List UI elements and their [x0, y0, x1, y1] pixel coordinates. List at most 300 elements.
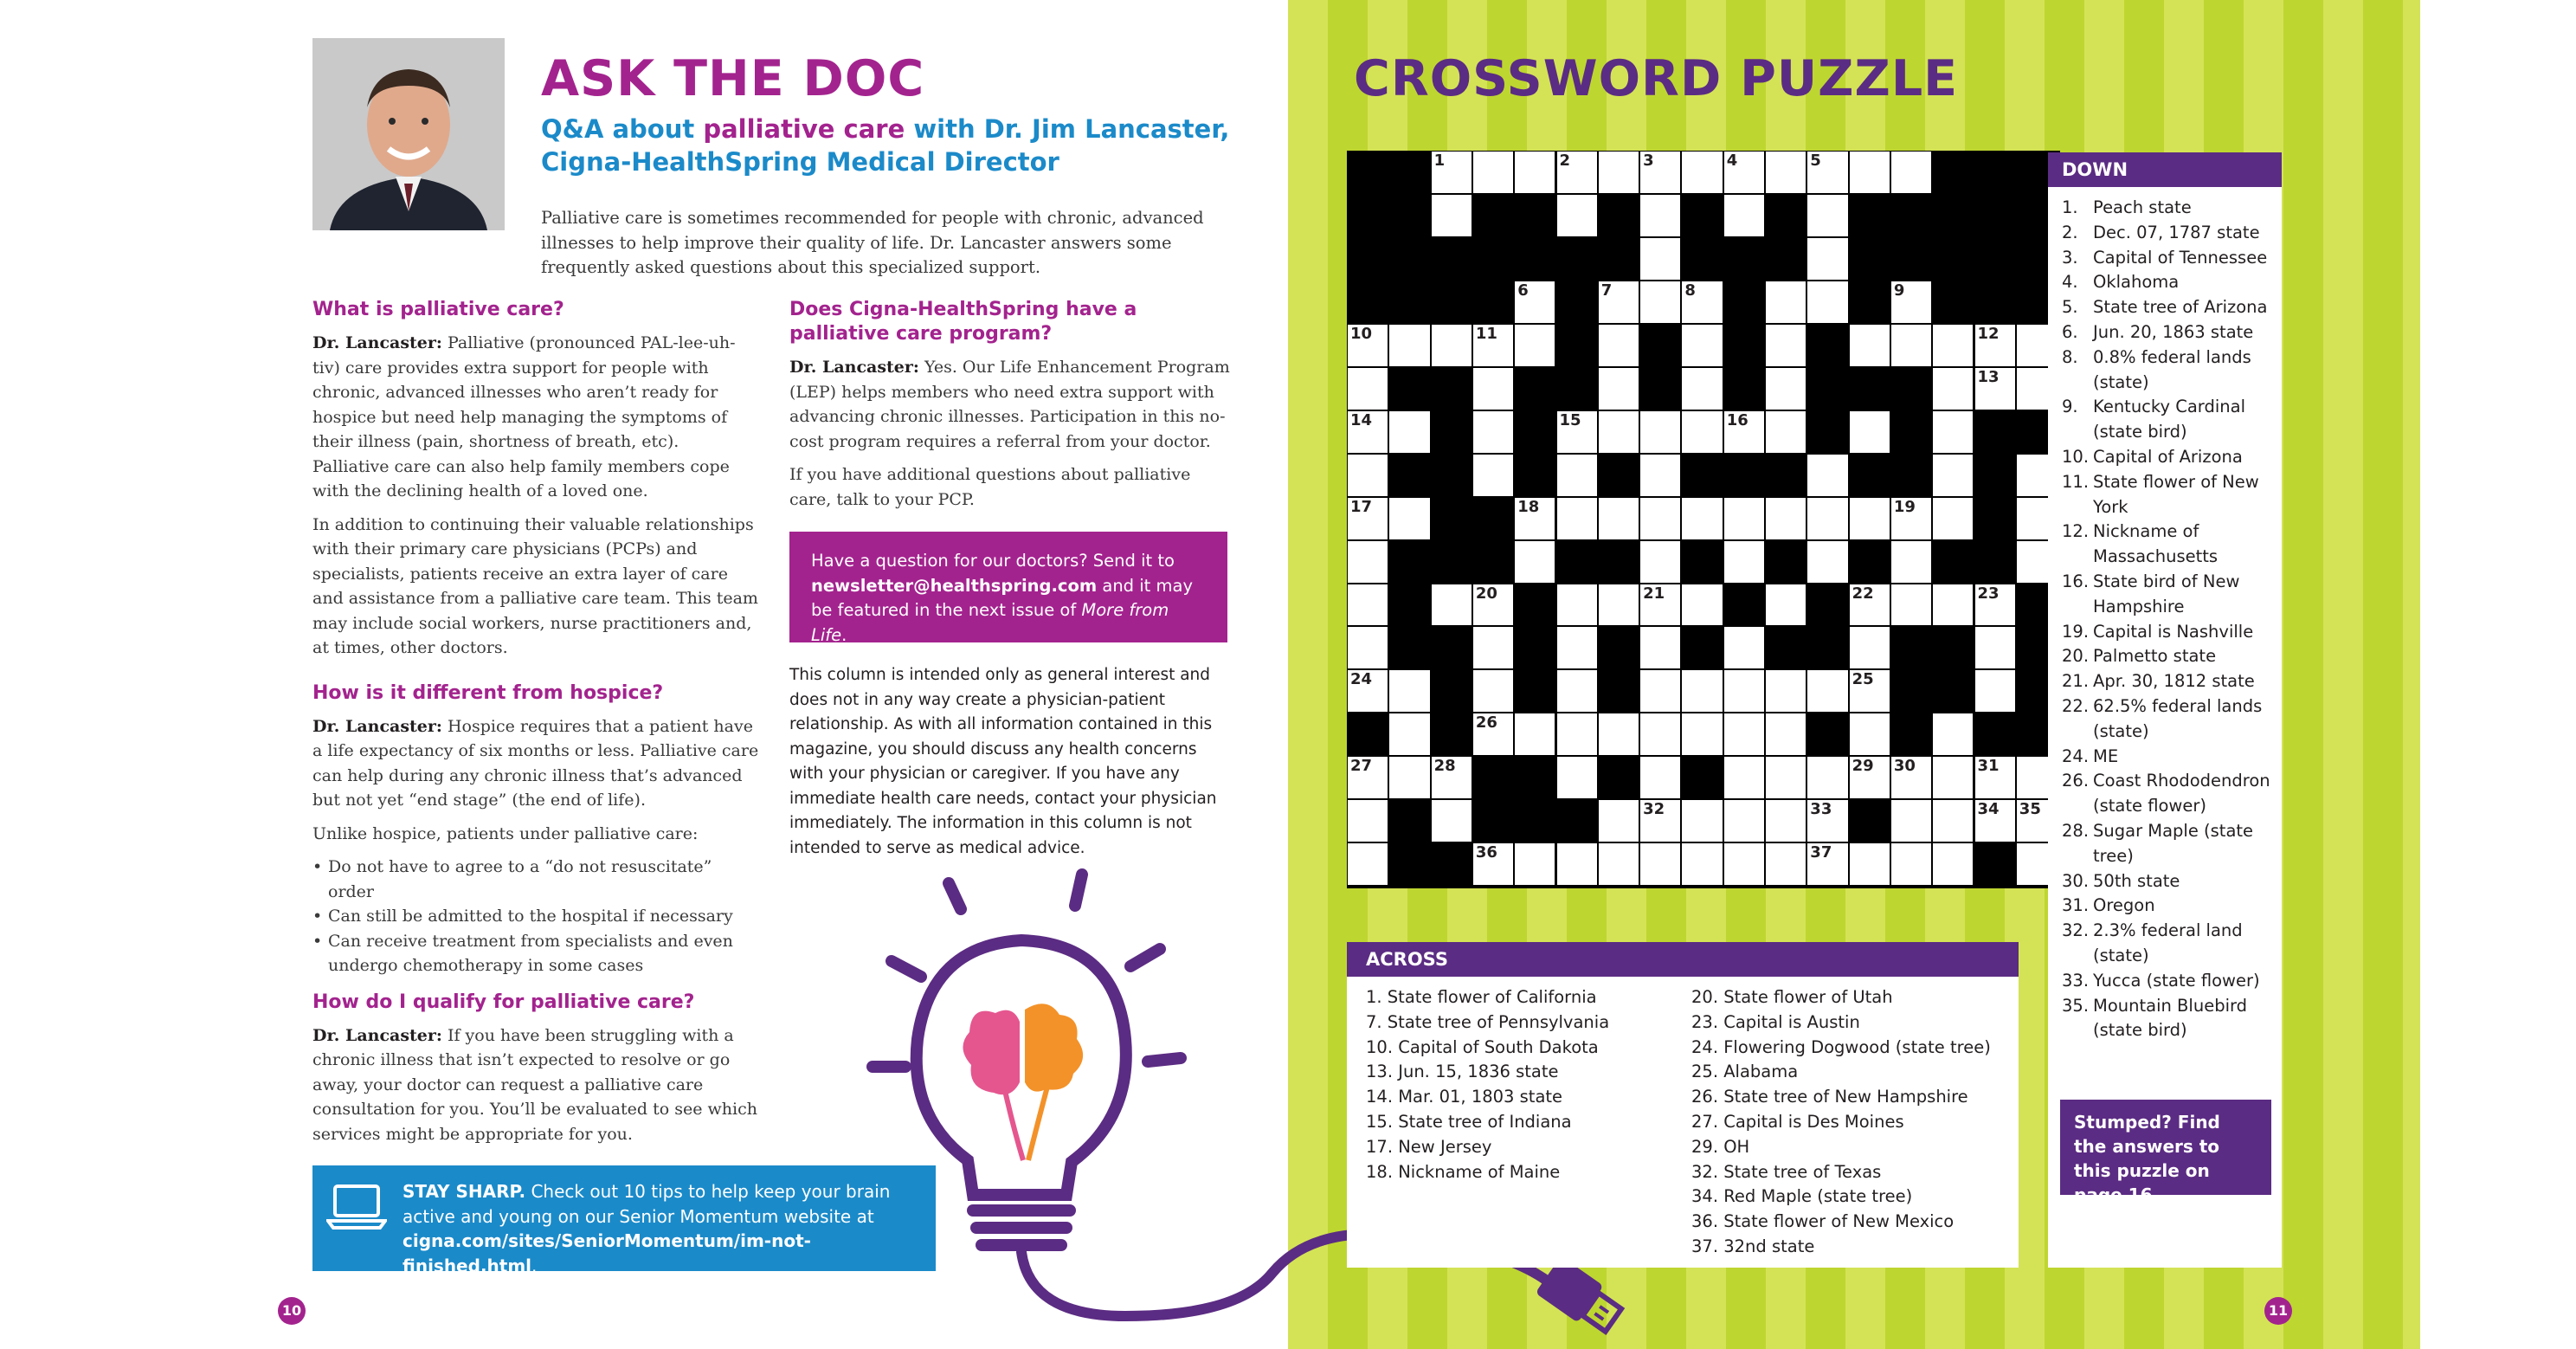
across-clue: 17. New Jersey [1366, 1136, 1492, 1157]
question-heading: What is palliative care? [312, 299, 564, 320]
crossword-cell[interactable] [1557, 627, 1597, 668]
crossword-cell[interactable] [1432, 195, 1472, 236]
crossword-cell[interactable] [1807, 843, 1847, 885]
crossword-cell[interactable] [1348, 757, 1388, 798]
crossword-cell[interactable] [1724, 843, 1764, 885]
crossword-cell[interactable] [1682, 584, 1722, 626]
crossword-cell[interactable] [1766, 152, 1806, 193]
cell-number: 9 [1893, 281, 1905, 300]
crossword-cell[interactable] [1515, 541, 1555, 583]
clue-number: 19. [2062, 621, 2090, 642]
crossword-cell[interactable] [1682, 843, 1722, 885]
down-clue [2062, 470, 2282, 520]
across-clue: 18. Nickname of Maine [1366, 1161, 1561, 1182]
page-number: 11 [2264, 1297, 2292, 1325]
crossword-cell[interactable] [1766, 368, 1806, 410]
crossword-cell[interactable] [1557, 757, 1597, 798]
clue-text: State bird of New Hampshire [2093, 571, 2240, 616]
crossword-cell[interactable] [1682, 152, 1722, 193]
crossword-cell[interactable] [1891, 498, 1931, 539]
down-clue [2062, 320, 2282, 345]
cell-number: 32 [1643, 800, 1665, 819]
clue-number: 3. [2062, 247, 2078, 268]
crossword-cell[interactable] [1682, 670, 1722, 712]
clue-text: Jun. 20, 1863 state [2093, 321, 2254, 342]
crossword-cell[interactable] [1473, 411, 1513, 453]
across-clue: 20. State flower of Utah [1691, 987, 1893, 1007]
crossword-cell[interactable] [1807, 541, 1847, 583]
cell-number: 35 [2019, 800, 2041, 819]
stay-sharp-banner [312, 1165, 936, 1276]
crossword-cell[interactable] [1807, 238, 1847, 280]
crossword-cell[interactable] [1766, 843, 1806, 885]
question-callout-box [789, 532, 1227, 645]
clue-text: 62.5% federal lands (state) [2093, 695, 2263, 741]
subtitle-part-2: with Dr. Jim Lancaster, Cigna-HealthSpring Medical Director [541, 114, 1230, 177]
crossword-cell[interactable] [1599, 152, 1639, 193]
crossword-cell[interactable] [1766, 670, 1806, 712]
cell-number: 7 [1600, 281, 1613, 300]
clue-text: Yucca (state flower) [2093, 970, 2260, 991]
crossword-cell[interactable] [1389, 411, 1429, 453]
crossword-cell[interactable] [1557, 670, 1597, 712]
down-heading: DOWN [2048, 152, 2282, 187]
crossword-cell[interactable] [1807, 757, 1847, 798]
down-clue [2062, 246, 2282, 271]
crossword-cell[interactable] [1933, 757, 1973, 798]
crossword-cell[interactable] [1640, 627, 1680, 668]
crossword-cell[interactable] [1766, 498, 1806, 539]
crossword-cell[interactable] [1473, 843, 1513, 885]
down-clue [2062, 445, 2282, 470]
down-clue [2062, 669, 2282, 694]
crossword-cell[interactable] [1850, 713, 1890, 755]
crossword-cell[interactable] [1975, 627, 2015, 668]
crossword-cell[interactable] [1682, 498, 1722, 539]
right-page [1288, 0, 2576, 1349]
crossword-cell[interactable] [1933, 843, 1973, 885]
cell-number: 22 [1852, 584, 1874, 603]
crossword-cell[interactable] [1557, 713, 1597, 755]
crossword-cell[interactable] [1473, 584, 1513, 626]
crossword-cell[interactable] [1640, 670, 1680, 712]
clue-number: 22. [2062, 695, 2090, 716]
crossword-cell[interactable] [1348, 800, 1388, 842]
senior-momentum-link[interactable]: cigna.com/sites/SeniorMomentum/im-not-finished.html [402, 1230, 811, 1276]
crossword-cell[interactable] [1975, 757, 2015, 798]
crossword-cell[interactable] [1850, 411, 1890, 453]
list-item: • Can receive treatment from specialists and even undergo chemotherapy in some cases [312, 929, 759, 978]
crossword-cell[interactable] [1850, 670, 1890, 712]
cell-number: 12 [1977, 324, 2000, 343]
crossword-cell[interactable] [1640, 195, 1680, 236]
clue-number: 35. [2062, 995, 2090, 1016]
crossword-cell[interactable] [1724, 670, 1764, 712]
crossword-cell[interactable] [1599, 281, 1639, 323]
clue-number: 33. [2062, 970, 2090, 991]
crossword-cell[interactable] [1389, 757, 1429, 798]
light-ray [1130, 949, 1160, 966]
cell-number: 30 [1893, 757, 1916, 776]
crossword-cell[interactable] [1682, 800, 1722, 842]
crossword-cell[interactable] [1724, 152, 1764, 193]
crossword-cell[interactable] [1975, 368, 2015, 410]
crossword-cell[interactable] [1348, 455, 1388, 496]
across-clue: 10. Capital of South Dakota [1366, 1036, 1599, 1057]
crossword-cell[interactable] [1724, 757, 1764, 798]
crossword-cell[interactable] [1640, 843, 1680, 885]
crossword-cell[interactable] [1515, 843, 1555, 885]
cell-number: 25 [1852, 670, 1874, 689]
clue-text: Capital is Nashville [2093, 621, 2254, 642]
cell-number: 5 [1810, 152, 1821, 170]
crossword-cell[interactable] [1599, 843, 1639, 885]
clue-text: State tree of Arizona [2093, 297, 2268, 318]
crossword-cell[interactable] [1389, 498, 1429, 539]
crossword-cell[interactable] [1348, 325, 1388, 366]
crossword-cell[interactable] [1348, 843, 1388, 885]
crossword-cell[interactable] [1599, 411, 1639, 453]
crossword-title: CROSSWORD PUZZLE [1354, 50, 1959, 107]
crossword-cell[interactable] [1640, 152, 1680, 193]
crossword-cell[interactable] [1724, 541, 1764, 583]
crossword-cell[interactable] [1724, 713, 1764, 755]
down-clue [2062, 819, 2282, 869]
crossword-cell[interactable] [1640, 281, 1680, 323]
down-clue [2062, 745, 2282, 770]
crossword-cell[interactable] [1891, 800, 1931, 842]
answer-paragraph: Unlike hospice, patients under palliative care: [312, 823, 699, 843]
crossword-cell[interactable] [1432, 152, 1472, 193]
crossword-cell[interactable] [1807, 152, 1847, 193]
crossword-cell[interactable] [1766, 757, 1806, 798]
cell-number: 3 [1643, 152, 1654, 170]
crossword-cell[interactable] [1807, 455, 1847, 496]
clue-number: 26. [2062, 771, 2090, 791]
crossword-cell[interactable] [1348, 411, 1388, 453]
crossword-cell[interactable] [1599, 584, 1639, 626]
clue-number: 8. [2062, 346, 2078, 367]
crossword-cell[interactable] [1682, 713, 1722, 755]
crossword-cell[interactable] [1891, 757, 1931, 798]
crossword-cell[interactable] [1766, 281, 1806, 323]
clue-text: 0.8% federal lands (state) [2093, 346, 2251, 392]
down-clue [2062, 969, 2282, 994]
across-heading: ACROSS [1347, 942, 2019, 977]
crossword-cell[interactable] [1473, 455, 1513, 496]
crossword-cell[interactable] [1389, 670, 1429, 712]
callout-text: Have a question for our doctors? Send it to [811, 551, 1175, 571]
crossword-cell[interactable] [1432, 757, 1472, 798]
crossword-cell[interactable] [1389, 325, 1429, 366]
clue-number: 31. [2062, 895, 2090, 916]
crossword-cell[interactable] [1975, 800, 2015, 842]
clue-number: 1. [2062, 197, 2078, 217]
crossword-cell[interactable] [1389, 713, 1429, 755]
across-clue: 36. State flower of New Mexico [1691, 1211, 1955, 1232]
crossword-cell[interactable] [1807, 498, 1847, 539]
clue-text: Kentucky Cardinal (state bird) [2093, 397, 2245, 442]
crossword-cell[interactable] [1975, 670, 2015, 712]
crossword-cell[interactable] [1432, 584, 1472, 626]
speaker-label: Dr. Lancaster: [312, 716, 442, 736]
clue-number: 10. [2062, 446, 2090, 467]
light-ray [949, 883, 961, 909]
crossword-cell[interactable] [1640, 584, 1680, 626]
crossword-cell[interactable] [1473, 670, 1513, 712]
cell-number: 31 [1977, 757, 2000, 776]
clue-text: Mountain Bluebird (state bird) [2093, 995, 2248, 1041]
down-clue [2062, 221, 2282, 246]
crossword-cell[interactable] [1850, 843, 1890, 885]
crossword-cell[interactable] [1557, 411, 1597, 453]
crossword-cell[interactable] [1640, 498, 1680, 539]
answer-paragraph: In addition to continuing their valuable relationships with their primary care physicians (PCPs) and specialists, patients receive an extra layer of care and assistance from a palliative care team. This team may include social workers, nurse practitioners and, at times, other doctors. [312, 514, 758, 657]
crossword-cell[interactable] [1891, 584, 1931, 626]
answer-paragraph [312, 1023, 759, 1147]
cell-number: 19 [1893, 497, 1916, 516]
list-item: • Can still be admitted to the hospital if necessary [312, 904, 759, 929]
clue-text: Sugar Maple (state tree) [2093, 820, 2254, 866]
crossword-cell[interactable] [1348, 670, 1388, 712]
crossword-cell[interactable] [1640, 411, 1680, 453]
crossword-cell[interactable] [1891, 325, 1931, 366]
crossword-cell[interactable] [1640, 238, 1680, 280]
clue-text: State flower of New York [2093, 471, 2259, 517]
crossword-cell[interactable] [1515, 498, 1555, 539]
crossword-cell[interactable] [1473, 713, 1513, 755]
crossword-cell[interactable] [1933, 498, 1973, 539]
crossword-grid [1347, 151, 2060, 888]
crossword-cell[interactable] [1599, 325, 1639, 366]
clue-text: Coast Rhododendron (state flower) [2093, 771, 2270, 816]
crossword-cell[interactable] [1850, 325, 1890, 366]
crossword-cell[interactable] [1557, 455, 1597, 496]
cell-number: 15 [1559, 410, 1581, 429]
magazine-name: More from Life [811, 600, 1169, 645]
clue-number: 20. [2062, 646, 2090, 667]
clue-number: 30. [2062, 870, 2090, 891]
cell-number: 33 [1810, 800, 1832, 819]
speaker-label: Dr. Lancaster: [312, 1025, 442, 1045]
crossword-cell[interactable] [1724, 411, 1764, 453]
crossword-cell[interactable] [1933, 455, 1973, 496]
clue-text: Dec. 07, 1787 state [2093, 222, 2260, 242]
clue-text: ME [2093, 746, 2119, 766]
crossword-cell[interactable] [1515, 152, 1555, 193]
crossword-cell[interactable] [1557, 584, 1597, 626]
crossword-cell[interactable] [1807, 800, 1847, 842]
crossword-cell[interactable] [1557, 195, 1597, 236]
answer-paragraph [312, 714, 759, 813]
crossword-cell[interactable] [1850, 152, 1890, 193]
crossword-cell[interactable] [1766, 325, 1806, 366]
crossword-cell[interactable] [1599, 498, 1639, 539]
cell-number: 28 [1433, 757, 1456, 776]
crossword-cell[interactable] [1724, 498, 1764, 539]
across-clue: 34. Red Maple (state tree) [1691, 1186, 1913, 1207]
down-clue [2062, 295, 2282, 320]
crossword-cell[interactable] [1975, 584, 2015, 626]
down-clue [2062, 869, 2282, 894]
speaker-label: Dr. Lancaster: [312, 333, 442, 352]
crossword-cell[interactable] [1432, 800, 1472, 842]
across-clue: 7. State tree of Pennsylvania [1366, 1011, 1610, 1032]
doctor-portrait-image [312, 38, 505, 230]
clue-text: Peach state [2093, 197, 2192, 217]
answer-text: If you have been struggling with a chronic illness that isn’t expected to resolve or go away, your doctor can request a palliative care consultation for you. You’ll be evaluated to see which services might be appropriate for you. [312, 1025, 757, 1144]
stay-sharp-text: . [531, 1255, 538, 1276]
crossword-cell[interactable] [1599, 368, 1639, 410]
cell-number: 8 [1684, 281, 1696, 300]
crossword-cell[interactable] [1348, 627, 1388, 668]
qa-column-left [312, 298, 759, 1155]
across-clue: 15. State tree of Indiana [1366, 1111, 1572, 1132]
cell-number: 29 [1852, 757, 1874, 776]
cell-number: 17 [1350, 497, 1373, 516]
crossword-cell[interactable] [1557, 843, 1597, 885]
down-clue [2062, 769, 2282, 819]
light-ray [1075, 875, 1082, 906]
across-clue: 24. Flowering Dogwood (state tree) [1691, 1036, 1991, 1057]
down-clue [2062, 994, 2282, 1044]
crossword-cell[interactable] [1891, 152, 1931, 193]
across-clues-column-2 [1691, 985, 1991, 1260]
light-ray [892, 961, 921, 977]
down-clue [2062, 644, 2282, 669]
across-clue: 14. Mar. 01, 1803 state [1366, 1087, 1563, 1107]
down-clue [2062, 620, 2282, 645]
crossword-cell[interactable] [1850, 757, 1890, 798]
cell-number: 11 [1475, 324, 1497, 343]
crossword-cell[interactable] [1766, 584, 1806, 626]
crossword-cell[interactable] [1891, 281, 1931, 323]
down-clue [2062, 345, 2282, 396]
crossword-cell[interactable] [1975, 325, 2015, 366]
crossword-cell[interactable] [1348, 498, 1388, 539]
crossword-cell[interactable] [1557, 498, 1597, 539]
disclaimer-text: This column is intended only as general interest and does not in any way create a physician-patient relationship. As with all information contained in this magazine, you should discuss any health concerns with your physician or caregiver. If you have any immediate health care needs, contact your physician immediately. The information in this column is not intended to serve as medical advice. [789, 666, 1217, 857]
answer-paragraph [789, 355, 1231, 454]
crossword-cell[interactable] [1473, 325, 1513, 366]
crossword-cell[interactable] [1348, 584, 1388, 626]
crossword-cell[interactable] [1724, 195, 1764, 236]
crossword-cell[interactable] [1348, 541, 1388, 583]
across-clue: 27. Capital is Des Moines [1691, 1111, 1904, 1132]
crossword-cell[interactable] [1724, 800, 1764, 842]
across-clue: 26. State tree of New Hampshire [1691, 1087, 1968, 1107]
down-clues-list [2048, 187, 2282, 1043]
crossword-cell[interactable] [1640, 800, 1680, 842]
crossword-cell[interactable] [1473, 152, 1513, 193]
cell-number: 23 [1977, 584, 2000, 603]
crossword-cell[interactable] [1473, 627, 1513, 668]
crossword-cell[interactable] [1933, 325, 1973, 366]
crossword-cell[interactable] [1933, 713, 1973, 755]
crossword-cell[interactable] [1724, 627, 1764, 668]
answer-paragraph [312, 331, 759, 504]
crossword-cell[interactable] [1682, 281, 1722, 323]
laptop-icon [326, 1181, 387, 1233]
crossword-cell[interactable] [1515, 325, 1555, 366]
crossword-cell[interactable] [1891, 843, 1931, 885]
across-clue: 25. Alabama [1691, 1062, 1799, 1082]
crossword-cell[interactable] [1807, 670, 1847, 712]
question-heading: Does Cigna-HealthSpring have a palliative care program? [789, 299, 1137, 345]
crossword-cell[interactable] [1599, 800, 1639, 842]
callout-text: and it may be featured in the next issue of [811, 575, 1194, 620]
crossword-cell[interactable] [1682, 325, 1722, 366]
across-clue: 23. Capital is Austin [1691, 1011, 1860, 1032]
clue-number: 5. [2062, 297, 2078, 318]
clue-text: Apr. 30, 1812 state [2093, 671, 2255, 692]
crossword-cell[interactable] [1933, 368, 1973, 410]
crossword-cell[interactable] [1850, 584, 1890, 626]
clue-text: Oregon [2093, 895, 2155, 916]
clue-number: 2. [2062, 222, 2078, 242]
crossword-cell[interactable] [1557, 152, 1597, 193]
answer-text: Palliative (pronounced PAL-lee-uh-tiv) care provides extra support for people with chronic, advanced illnesses who aren’t ready for hospice but need help managing the symptoms of their illness (pain, shortness of breath, etc). Palliative care can also help family members cope with the declining health of a loved one. [312, 333, 736, 500]
down-clue [2062, 395, 2282, 445]
crossword-cell[interactable] [1640, 541, 1680, 583]
crossword-cell[interactable] [1515, 281, 1555, 323]
clue-number: 16. [2062, 571, 2090, 591]
cell-number: 21 [1643, 584, 1665, 603]
ask-the-doc-subtitle [541, 113, 1251, 178]
crossword-cell[interactable] [1599, 713, 1639, 755]
cell-number: 14 [1350, 410, 1373, 429]
clue-number: 9. [2062, 397, 2078, 417]
crossword-cell[interactable] [1766, 713, 1806, 755]
crossword-cell[interactable] [1640, 713, 1680, 755]
clue-number: 11. [2062, 471, 2090, 492]
clue-text: Oklahoma [2093, 272, 2180, 293]
crossword-cell[interactable] [1933, 411, 1973, 453]
across-clue: 29. OH [1691, 1136, 1750, 1157]
clue-number: 4. [2062, 272, 2078, 293]
crossword-cell[interactable] [1766, 411, 1806, 453]
list-item: • Do not have to agree to a “do not resuscitate” order [312, 855, 759, 904]
crossword-cell[interactable] [1640, 455, 1680, 496]
crossword-cell[interactable] [1807, 281, 1847, 323]
clue-text: Nickname of Massachusetts [2093, 521, 2219, 567]
crossword-cell[interactable] [1807, 195, 1847, 236]
crossword-cell[interactable] [1473, 368, 1513, 410]
crossword-cell[interactable] [1682, 411, 1722, 453]
stay-sharp-label: STAY SHARP. [402, 1181, 526, 1202]
crossword-cell[interactable] [1348, 368, 1388, 410]
across-clue: 1. State flower of California [1366, 987, 1597, 1007]
crossword-cell[interactable] [1891, 541, 1931, 583]
crossword-cell[interactable] [1766, 800, 1806, 842]
crossword-cell[interactable] [1432, 325, 1472, 366]
brain-icon [963, 1004, 1083, 1160]
crossword-cell[interactable] [1850, 498, 1890, 539]
down-clue [2062, 520, 2282, 570]
across-clue: 13. Jun. 15, 1836 state [1366, 1062, 1559, 1082]
crossword-cell[interactable] [1515, 713, 1555, 755]
answer-text: Hospice requires that a patient have a life expectancy of six months or less. Palliative care can help during any chronic illness that’s advanced but not yet “end stage” (the end of life). [312, 716, 759, 810]
across-clue: 37. 32nd state [1691, 1236, 1815, 1256]
crossword-cell[interactable] [1933, 584, 1973, 626]
ask-the-doc-title: ASK THE DOC [541, 50, 925, 107]
crossword-cell[interactable] [1933, 800, 1973, 842]
crossword-cell[interactable] [1850, 627, 1890, 668]
crossword-cell[interactable] [1640, 757, 1680, 798]
stumped-answers-box: Stumped? Find the answers to this puzzle on page 16. [2060, 1100, 2271, 1195]
crossword-cell[interactable] [1682, 368, 1722, 410]
newsletter-email-link[interactable]: newsletter@healthspring.com [811, 575, 1098, 596]
